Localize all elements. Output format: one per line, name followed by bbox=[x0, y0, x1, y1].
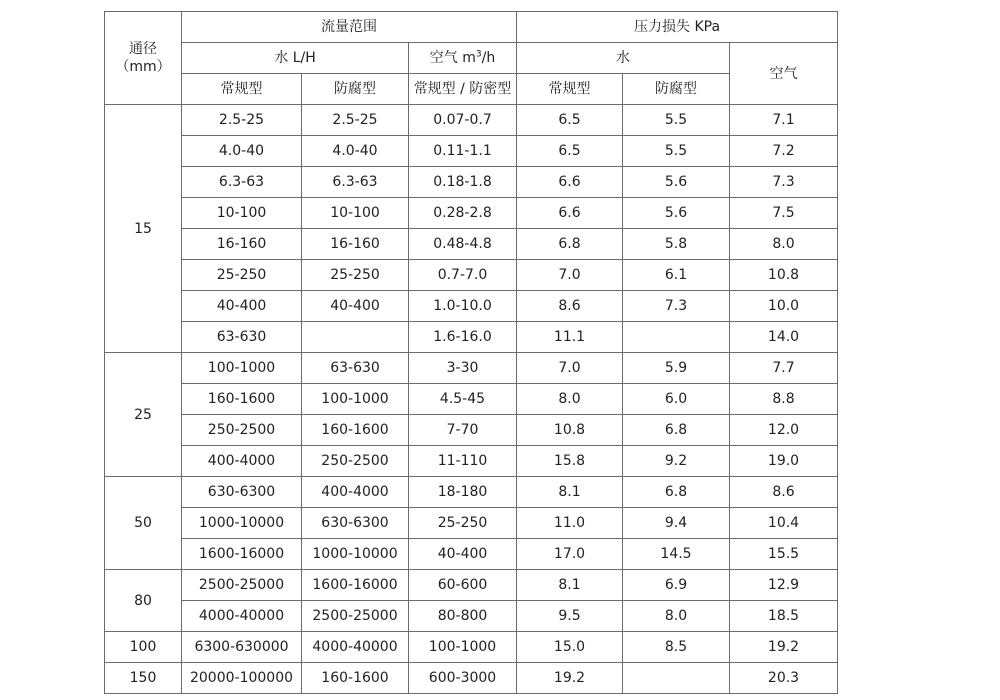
flow-water-anticorrosive-cell: 1600-16000 bbox=[302, 570, 409, 601]
loss-water-anticorrosive-cell: 9.2 bbox=[623, 446, 730, 477]
flow-water-anticorrosive-cell: 100-1000 bbox=[302, 384, 409, 415]
flow-water-anticorrosive-cell: 40-400 bbox=[302, 291, 409, 322]
table-row bbox=[105, 260, 838, 291]
loss-air-cell: 7.2 bbox=[730, 136, 838, 167]
header-standard: 常规型 bbox=[182, 74, 302, 105]
loss-air-cell: 15.5 bbox=[730, 539, 838, 570]
loss-water-anticorrosive-cell: 6.8 bbox=[623, 477, 730, 508]
loss-water-anticorrosive-cell: 6.9 bbox=[623, 570, 730, 601]
diameter-cell: 150 bbox=[105, 663, 182, 694]
flow-air-cell: 1.0-10.0 bbox=[409, 291, 517, 322]
flow-water-standard-cell: 160-1600 bbox=[182, 384, 302, 415]
loss-water-standard-cell: 6.5 bbox=[517, 136, 623, 167]
table-row bbox=[105, 198, 838, 229]
header-air-m3h-sup: 3 bbox=[475, 49, 482, 60]
table-row bbox=[105, 384, 838, 415]
header-loss-anticorrosive: 防腐型 bbox=[623, 74, 730, 105]
loss-air-cell: 10.4 bbox=[730, 508, 838, 539]
loss-water-anticorrosive-cell bbox=[623, 322, 730, 353]
flow-water-anticorrosive-cell: 400-4000 bbox=[302, 477, 409, 508]
flow-spec-table bbox=[104, 11, 838, 694]
loss-water-anticorrosive-cell: 5.9 bbox=[623, 353, 730, 384]
header-water-lh: 水 L/H bbox=[182, 43, 409, 74]
loss-water-standard-cell: 8.0 bbox=[517, 384, 623, 415]
flow-water-standard-cell: 4000-40000 bbox=[182, 601, 302, 632]
flow-water-standard-cell: 6300-630000 bbox=[182, 632, 302, 663]
table-row bbox=[105, 508, 838, 539]
flow-water-standard-cell: 25-250 bbox=[182, 260, 302, 291]
loss-water-standard-cell: 8.1 bbox=[517, 477, 623, 508]
table-row bbox=[105, 539, 838, 570]
loss-water-standard-cell: 6.5 bbox=[517, 105, 623, 136]
loss-water-standard-cell: 8.6 bbox=[517, 291, 623, 322]
diameter-cell: 80 bbox=[105, 570, 182, 632]
table-row bbox=[105, 167, 838, 198]
flow-air-cell: 0.07-0.7 bbox=[409, 105, 517, 136]
flow-air-cell: 4.5-45 bbox=[409, 384, 517, 415]
flow-water-anticorrosive-cell: 4000-40000 bbox=[302, 632, 409, 663]
header-diameter-unit: （mm） bbox=[115, 59, 171, 75]
flow-air-cell: 100-1000 bbox=[409, 632, 517, 663]
loss-water-standard-cell: 7.0 bbox=[517, 260, 623, 291]
flow-water-standard-cell: 1600-16000 bbox=[182, 539, 302, 570]
loss-air-cell: 10.8 bbox=[730, 260, 838, 291]
loss-air-cell: 7.3 bbox=[730, 167, 838, 198]
header-row-2 bbox=[105, 43, 838, 74]
loss-water-standard-cell: 8.1 bbox=[517, 570, 623, 601]
loss-air-cell: 19.2 bbox=[730, 632, 838, 663]
loss-water-standard-cell: 11.1 bbox=[517, 322, 623, 353]
table-row bbox=[105, 229, 838, 260]
loss-water-anticorrosive-cell: 5.6 bbox=[623, 167, 730, 198]
loss-water-anticorrosive-cell: 5.6 bbox=[623, 198, 730, 229]
flow-air-cell: 40-400 bbox=[409, 539, 517, 570]
loss-water-anticorrosive-cell bbox=[623, 663, 730, 694]
loss-water-anticorrosive-cell: 7.3 bbox=[623, 291, 730, 322]
flow-water-anticorrosive-cell: 160-1600 bbox=[302, 663, 409, 694]
loss-water-anticorrosive-cell: 5.8 bbox=[623, 229, 730, 260]
flow-air-cell: 0.7-7.0 bbox=[409, 260, 517, 291]
loss-air-cell: 18.5 bbox=[730, 601, 838, 632]
flow-air-cell: 0.28-2.8 bbox=[409, 198, 517, 229]
loss-water-anticorrosive-cell: 6.0 bbox=[623, 384, 730, 415]
flow-air-cell: 25-250 bbox=[409, 508, 517, 539]
loss-water-standard-cell: 11.0 bbox=[517, 508, 623, 539]
loss-air-cell: 20.3 bbox=[730, 663, 838, 694]
table-row bbox=[105, 570, 838, 601]
flow-water-anticorrosive-cell: 2500-25000 bbox=[302, 601, 409, 632]
loss-air-cell: 10.0 bbox=[730, 291, 838, 322]
flow-water-anticorrosive-cell: 25-250 bbox=[302, 260, 409, 291]
header-row-1 bbox=[105, 12, 838, 43]
flow-water-anticorrosive-cell: 4.0-40 bbox=[302, 136, 409, 167]
loss-air-cell: 12.9 bbox=[730, 570, 838, 601]
loss-water-anticorrosive-cell: 5.5 bbox=[623, 105, 730, 136]
diameter-cell: 100 bbox=[105, 632, 182, 663]
flow-air-cell: 80-800 bbox=[409, 601, 517, 632]
header-diameter-label: 通径 bbox=[129, 41, 157, 57]
header-loss-standard: 常规型 bbox=[517, 74, 623, 105]
diameter-cell: 50 bbox=[105, 477, 182, 570]
diameter-cell: 25 bbox=[105, 353, 182, 477]
flow-water-standard-cell: 4.0-40 bbox=[182, 136, 302, 167]
loss-water-anticorrosive-cell: 8.5 bbox=[623, 632, 730, 663]
header-air: 空气 bbox=[730, 43, 838, 105]
loss-water-standard-cell: 15.8 bbox=[517, 446, 623, 477]
flow-water-anticorrosive-cell: 2.5-25 bbox=[302, 105, 409, 136]
flow-air-cell: 1.6-16.0 bbox=[409, 322, 517, 353]
flow-water-anticorrosive-cell: 630-6300 bbox=[302, 508, 409, 539]
flow-water-standard-cell: 2500-25000 bbox=[182, 570, 302, 601]
flow-air-cell: 3-30 bbox=[409, 353, 517, 384]
table-row bbox=[105, 415, 838, 446]
flow-air-cell: 7-70 bbox=[409, 415, 517, 446]
table-row bbox=[105, 446, 838, 477]
loss-air-cell: 8.0 bbox=[730, 229, 838, 260]
table-row bbox=[105, 663, 838, 694]
table-row bbox=[105, 353, 838, 384]
flow-water-anticorrosive-cell: 250-2500 bbox=[302, 446, 409, 477]
flow-air-cell: 60-600 bbox=[409, 570, 517, 601]
flow-air-cell: 18-180 bbox=[409, 477, 517, 508]
table-row bbox=[105, 322, 838, 353]
loss-air-cell: 8.8 bbox=[730, 384, 838, 415]
flow-air-cell: 0.18-1.8 bbox=[409, 167, 517, 198]
header-flow-range: 流量范围 bbox=[182, 12, 517, 43]
table-row bbox=[105, 477, 838, 508]
flow-water-anticorrosive-cell: 10-100 bbox=[302, 198, 409, 229]
loss-water-standard-cell: 9.5 bbox=[517, 601, 623, 632]
loss-air-cell: 14.0 bbox=[730, 322, 838, 353]
loss-water-standard-cell: 10.8 bbox=[517, 415, 623, 446]
header-pressure-loss: 压力损失 KPa bbox=[517, 12, 838, 43]
flow-air-cell: 0.11-1.1 bbox=[409, 136, 517, 167]
loss-air-cell: 12.0 bbox=[730, 415, 838, 446]
flow-water-standard-cell: 630-6300 bbox=[182, 477, 302, 508]
header-water: 水 bbox=[517, 43, 730, 74]
loss-water-anticorrosive-cell: 8.0 bbox=[623, 601, 730, 632]
table-row bbox=[105, 632, 838, 663]
loss-water-anticorrosive-cell: 6.8 bbox=[623, 415, 730, 446]
header-air-m3h-prefix: 空气 m bbox=[429, 50, 476, 66]
flow-water-anticorrosive-cell: 160-1600 bbox=[302, 415, 409, 446]
loss-water-standard-cell: 6.8 bbox=[517, 229, 623, 260]
flow-water-anticorrosive-cell: 16-160 bbox=[302, 229, 409, 260]
flow-water-standard-cell: 6.3-63 bbox=[182, 167, 302, 198]
loss-water-standard-cell: 6.6 bbox=[517, 198, 623, 229]
flow-water-standard-cell: 40-400 bbox=[182, 291, 302, 322]
loss-water-anticorrosive-cell: 9.4 bbox=[623, 508, 730, 539]
flow-air-cell: 600-3000 bbox=[409, 663, 517, 694]
loss-water-standard-cell: 6.6 bbox=[517, 167, 623, 198]
loss-water-standard-cell: 17.0 bbox=[517, 539, 623, 570]
header-row-3 bbox=[105, 74, 838, 105]
diameter-cell: 15 bbox=[105, 105, 182, 353]
flow-water-standard-cell: 20000-100000 bbox=[182, 663, 302, 694]
flow-water-anticorrosive-cell: 63-630 bbox=[302, 353, 409, 384]
flow-water-standard-cell: 250-2500 bbox=[182, 415, 302, 446]
loss-water-standard-cell: 19.2 bbox=[517, 663, 623, 694]
header-air-m3h-suffix: /h bbox=[481, 50, 496, 66]
flow-water-standard-cell: 400-4000 bbox=[182, 446, 302, 477]
header-anticorrosive: 防腐型 bbox=[302, 74, 409, 105]
table-row bbox=[105, 291, 838, 322]
flow-air-cell: 11-110 bbox=[409, 446, 517, 477]
flow-water-standard-cell: 100-1000 bbox=[182, 353, 302, 384]
loss-air-cell: 7.5 bbox=[730, 198, 838, 229]
table-row bbox=[105, 136, 838, 167]
loss-air-cell: 8.6 bbox=[730, 477, 838, 508]
table-body bbox=[105, 105, 838, 694]
loss-water-anticorrosive-cell: 5.5 bbox=[623, 136, 730, 167]
loss-water-anticorrosive-cell: 6.1 bbox=[623, 260, 730, 291]
header-standard-sealed: 常规型 / 防密型 bbox=[409, 74, 517, 105]
flow-water-standard-cell: 1000-10000 bbox=[182, 508, 302, 539]
flow-water-standard-cell: 63-630 bbox=[182, 322, 302, 353]
flow-water-anticorrosive-cell bbox=[302, 322, 409, 353]
flow-water-standard-cell: 10-100 bbox=[182, 198, 302, 229]
header-diameter bbox=[105, 12, 182, 105]
flow-water-standard-cell: 16-160 bbox=[182, 229, 302, 260]
loss-air-cell: 7.7 bbox=[730, 353, 838, 384]
flow-water-anticorrosive-cell: 1000-10000 bbox=[302, 539, 409, 570]
loss-water-standard-cell: 7.0 bbox=[517, 353, 623, 384]
table-row bbox=[105, 601, 838, 632]
flow-water-anticorrosive-cell: 6.3-63 bbox=[302, 167, 409, 198]
loss-water-anticorrosive-cell: 14.5 bbox=[623, 539, 730, 570]
flow-water-standard-cell: 2.5-25 bbox=[182, 105, 302, 136]
flow-air-cell: 0.48-4.8 bbox=[409, 229, 517, 260]
table-row bbox=[105, 105, 838, 136]
loss-air-cell: 7.1 bbox=[730, 105, 838, 136]
header-air-m3h bbox=[409, 43, 517, 74]
loss-air-cell: 19.0 bbox=[730, 446, 838, 477]
loss-water-standard-cell: 15.0 bbox=[517, 632, 623, 663]
